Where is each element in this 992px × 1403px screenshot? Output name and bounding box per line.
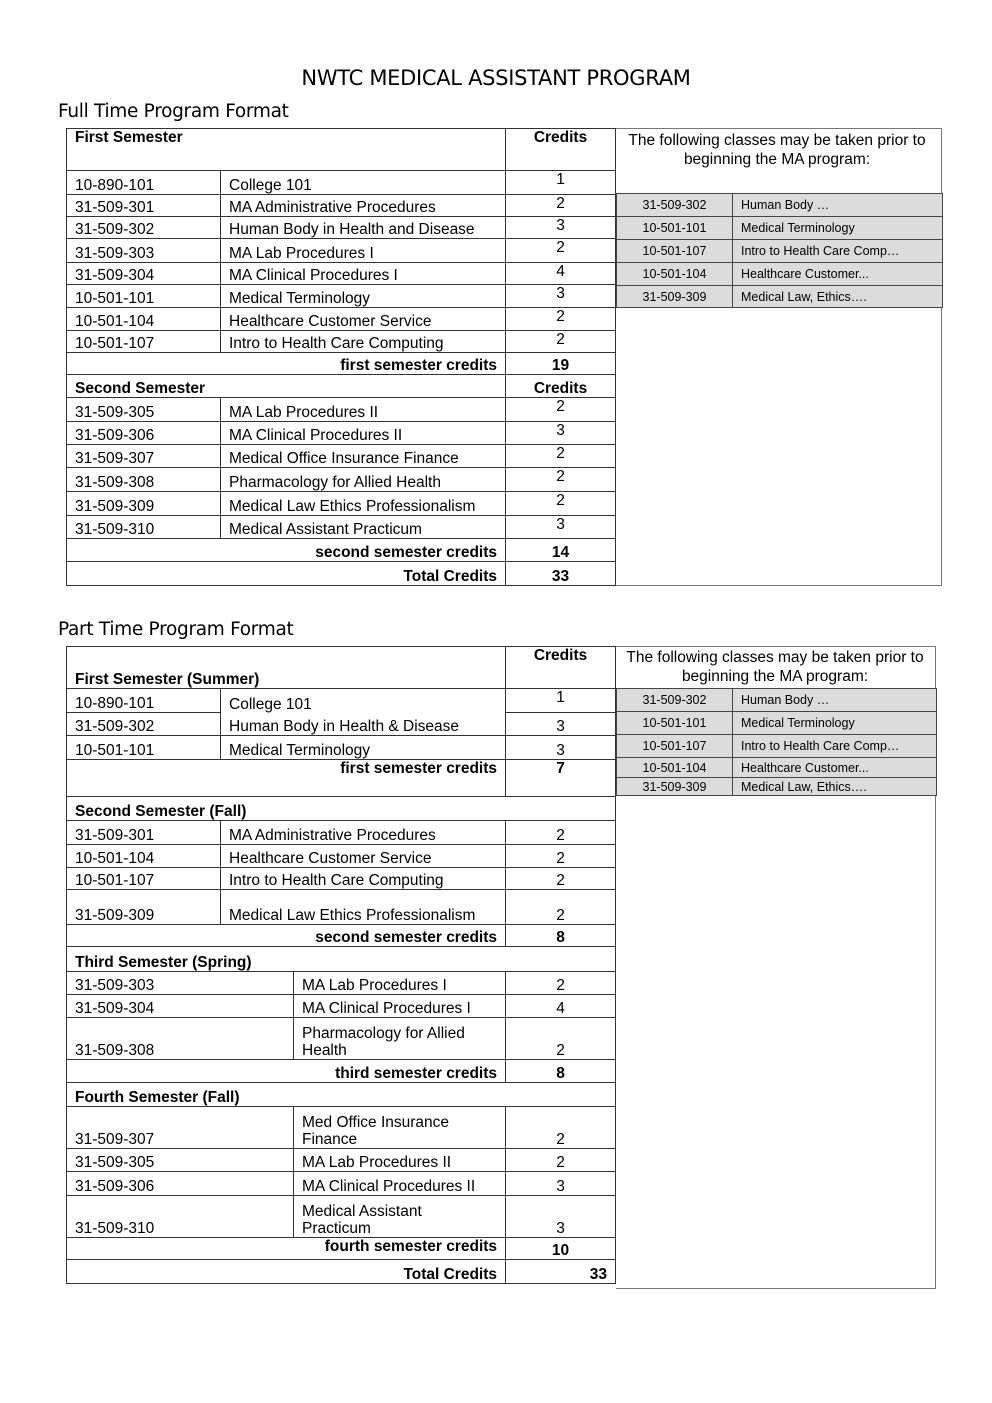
course-name: MA Lab Procedures II: [294, 1149, 506, 1172]
course-code: 31-509-310: [67, 1196, 294, 1238]
total-value: 33: [506, 1260, 616, 1284]
course-code: 31-509-309: [67, 492, 221, 516]
course-code: 10-501-107: [67, 331, 221, 353]
course-credits: 3: [506, 736, 616, 760]
fourth-semester-header-row: [67, 1083, 616, 1107]
table-row: [67, 468, 616, 492]
prior-name: Intro to Health Care Comp…: [733, 735, 937, 758]
prior-code: 31-509-309: [617, 778, 733, 796]
total-label: Total Credits: [67, 1260, 506, 1284]
course-code: 10-501-107: [67, 868, 221, 890]
full-time-heading: Full Time Program Format: [58, 101, 289, 122]
part-time-table: [66, 646, 616, 1284]
table-row: [67, 890, 616, 925]
prior-row: [617, 778, 937, 796]
course-code: 31-509-309: [67, 890, 221, 925]
course-credits: 3: [506, 285, 616, 308]
table-row: [67, 972, 616, 995]
second-semester-header-row: [67, 375, 616, 398]
course-credits: 2: [506, 239, 616, 263]
total-row: [67, 562, 616, 586]
prior-name: Medical Terminology: [733, 712, 937, 735]
course-name: Human Body in Health and Disease: [221, 217, 506, 239]
table-row: [67, 422, 616, 445]
prior-name: Healthcare Customer...: [733, 263, 943, 286]
course-credits: 2: [506, 890, 616, 925]
course-name: MA Clinical Procedures I: [294, 995, 506, 1018]
table-row: [67, 239, 616, 263]
table-row: [67, 308, 616, 331]
total-row: [67, 1260, 616, 1284]
course-code: 31-509-303: [67, 972, 294, 995]
course-code: 31-509-306: [67, 1172, 294, 1196]
semester-label: Third Semester (Spring): [67, 947, 616, 972]
course-code: 31-509-307: [67, 445, 221, 468]
prior-code: 10-501-101: [617, 712, 733, 735]
semester-label: Fourth Semester (Fall): [67, 1083, 616, 1107]
course-code: 31-509-302: [67, 713, 221, 736]
course-name: Medical Assistant Practicum: [294, 1196, 506, 1238]
course-credits: 2: [506, 398, 616, 422]
course-code: 31-509-307: [67, 1107, 294, 1149]
course-credits: 2: [506, 445, 616, 468]
course-name: Pharmacology for Allied Health: [221, 468, 506, 492]
semester-label: Second Semester (Fall): [67, 797, 616, 821]
third-semester-header-row: [67, 947, 616, 972]
course-credits: 2: [506, 331, 616, 353]
table-row: [67, 285, 616, 308]
credits-header: Credits: [506, 129, 616, 171]
subtotal-row: [67, 1060, 616, 1083]
subtotal-label: second semester credits: [67, 539, 506, 562]
table-row: [67, 713, 616, 736]
course-credits: 4: [506, 263, 616, 285]
table-row: [67, 171, 616, 195]
course-code: 10-890-101: [67, 689, 221, 713]
full-time-prior-table: [616, 193, 943, 308]
course-code: 31-509-306: [67, 422, 221, 445]
table-row: [67, 821, 616, 845]
prior-row: [617, 263, 943, 286]
course-credits: 3: [506, 1196, 616, 1238]
course-credits: 2: [506, 868, 616, 890]
prior-code: 10-501-107: [617, 240, 733, 263]
course-code: 31-509-310: [67, 516, 221, 539]
course-credits: 1: [506, 171, 616, 195]
table-row: [67, 845, 616, 868]
course-name: Medical Terminology: [221, 736, 506, 760]
course-code: 10-501-101: [67, 736, 221, 760]
course-name: Medical Law Ethics Professionalism: [221, 890, 506, 925]
subtotal-value: 8: [506, 1060, 616, 1083]
course-credits: 2: [506, 1107, 616, 1149]
part-time-heading: Part Time Program Format: [58, 619, 294, 640]
course-name: Healthcare Customer Service: [221, 308, 506, 331]
course-name: Medical Office Insurance Finance: [221, 445, 506, 468]
course-name: Intro to Health Care Computing: [221, 868, 506, 890]
course-code: 10-501-101: [67, 285, 221, 308]
table-row: [67, 398, 616, 422]
second-semester-header-row: [67, 797, 616, 821]
prior-name: Medical Law, Ethics….: [733, 778, 937, 796]
course-code: 10-890-101: [67, 171, 221, 195]
table-row: [67, 492, 616, 516]
prior-name: Human Body …: [733, 689, 937, 712]
table-row: [67, 195, 616, 217]
total-label: Total Credits: [67, 562, 506, 586]
course-credits: 3: [506, 516, 616, 539]
course-credits: 2: [506, 1149, 616, 1172]
table-row: [67, 736, 616, 760]
course-credits: 2: [506, 1018, 616, 1060]
table-row: [67, 1196, 616, 1238]
prior-row: [617, 240, 943, 263]
subtotal-row: [67, 760, 616, 797]
course-name: MA Administrative Procedures: [221, 195, 506, 217]
course-code: 31-509-305: [67, 398, 221, 422]
prior-row: [617, 194, 943, 217]
table-row: [67, 217, 616, 239]
subtotal-row: [67, 925, 616, 947]
course-name: MA Lab Procedures I: [294, 972, 506, 995]
prior-classes-note: The following classes may be taken prior to beginning the MA program:: [628, 132, 926, 168]
prior-code: 31-509-309: [617, 286, 733, 308]
course-code: 31-509-305: [67, 1149, 294, 1172]
subtotal-label: second semester credits: [67, 925, 506, 947]
course-code: 31-509-301: [67, 195, 221, 217]
prior-code: 10-501-101: [617, 217, 733, 240]
semester-label: Second Semester: [67, 375, 506, 398]
table-row: [67, 1172, 616, 1196]
table-row: [67, 868, 616, 890]
course-credits: 4: [506, 995, 616, 1018]
course-name: College 101: [221, 171, 506, 195]
course-credits: 3: [506, 422, 616, 445]
table-row: [67, 1107, 616, 1149]
prior-code: 31-509-302: [617, 689, 733, 712]
subtotal-value: 19: [506, 353, 616, 375]
course-credits: 2: [506, 195, 616, 217]
subtotal-value: 8: [506, 925, 616, 947]
part-time-prior-table: [616, 688, 937, 796]
table-row: [67, 263, 616, 285]
subtotal-row: [67, 539, 616, 562]
subtotal-value: 10: [506, 1238, 616, 1260]
prior-name: Medical Terminology: [733, 217, 943, 240]
prior-name: Healthcare Customer...: [733, 758, 937, 778]
prior-row: [617, 689, 937, 712]
prior-name: Human Body …: [733, 194, 943, 217]
course-credits: 2: [506, 972, 616, 995]
table-row: [67, 331, 616, 353]
course-credits: 2: [506, 845, 616, 868]
subtotal-label: first semester credits: [67, 760, 506, 797]
subtotal-row: [67, 1238, 616, 1260]
course-code: 10-501-104: [67, 845, 221, 868]
course-name: MA Clinical Procedures I: [221, 263, 506, 285]
course-code: 31-509-304: [67, 995, 294, 1018]
course-name: Medical Terminology: [221, 285, 506, 308]
course-credits: 2: [506, 492, 616, 516]
course-name: MA Clinical Procedures II: [294, 1172, 506, 1196]
subtotal-value: 7: [506, 760, 616, 797]
table-row: [67, 516, 616, 539]
course-name: Pharmacology for Allied Health: [294, 1018, 506, 1060]
course-code: 10-501-104: [67, 308, 221, 331]
subtotal-label: fourth semester credits: [67, 1238, 506, 1260]
course-code: 31-509-304: [67, 263, 221, 285]
credits-header: Credits: [506, 647, 616, 689]
course-code: 31-509-303: [67, 239, 221, 263]
prior-code: 10-501-104: [617, 758, 733, 778]
prior-row: [617, 712, 937, 735]
course-name: Med Office Insurance Finance: [294, 1107, 506, 1149]
course-credits: 2: [506, 308, 616, 331]
semester-label: First Semester: [67, 129, 506, 171]
course-name: Healthcare Customer Service: [221, 845, 506, 868]
course-code: 31-509-301: [67, 821, 221, 845]
prior-code: 10-501-104: [617, 263, 733, 286]
table-row: [67, 689, 616, 713]
course-name: College 101: [221, 689, 506, 713]
course-code: 31-509-308: [67, 1018, 294, 1060]
course-name: Human Body in Health & Disease: [221, 713, 506, 736]
subtotal-label: third semester credits: [67, 1060, 506, 1083]
first-semester-header-row: [67, 647, 616, 689]
semester-label: First Semester (Summer): [67, 647, 506, 689]
course-name: Medical Assistant Practicum: [221, 516, 506, 539]
table-row: [67, 995, 616, 1018]
course-name: MA Lab Procedures II: [221, 398, 506, 422]
course-name: MA Administrative Procedures: [221, 821, 506, 845]
table-row: [67, 1149, 616, 1172]
first-semester-header-row: [67, 129, 616, 171]
table-row: [67, 445, 616, 468]
course-name: Medical Law Ethics Professionalism: [221, 492, 506, 516]
table-row: [67, 1018, 616, 1060]
course-code: 31-509-308: [67, 468, 221, 492]
course-credits: 1: [506, 689, 616, 713]
prior-name: Intro to Health Care Comp…: [733, 240, 943, 263]
course-credits: 3: [506, 1172, 616, 1196]
course-credits: 3: [506, 713, 616, 736]
document-title: NWTC MEDICAL ASSISTANT PROGRAM: [301, 66, 691, 90]
prior-code: 10-501-107: [617, 735, 733, 758]
subtotal-value: 14: [506, 539, 616, 562]
prior-code: 31-509-302: [617, 194, 733, 217]
prior-row: [617, 286, 943, 308]
credits-header: Credits: [506, 375, 616, 398]
total-value: 33: [506, 562, 616, 586]
course-credits: 2: [506, 468, 616, 492]
prior-row: [617, 735, 937, 758]
course-credits: 3: [506, 217, 616, 239]
prior-name: Medical Law, Ethics….: [733, 286, 943, 308]
course-name: MA Clinical Procedures II: [221, 422, 506, 445]
course-name: Intro to Health Care Computing: [221, 331, 506, 353]
course-credits: 2: [506, 821, 616, 845]
course-code: 31-509-302: [67, 217, 221, 239]
course-name: MA Lab Procedures I: [221, 239, 506, 263]
full-time-table: [66, 128, 616, 586]
prior-classes-note: The following classes may be taken prior to beginning the MA program:: [626, 649, 924, 685]
subtotal-row: [67, 353, 616, 375]
prior-row: [617, 217, 943, 240]
subtotal-label: first semester credits: [67, 353, 506, 375]
prior-row: [617, 758, 937, 778]
